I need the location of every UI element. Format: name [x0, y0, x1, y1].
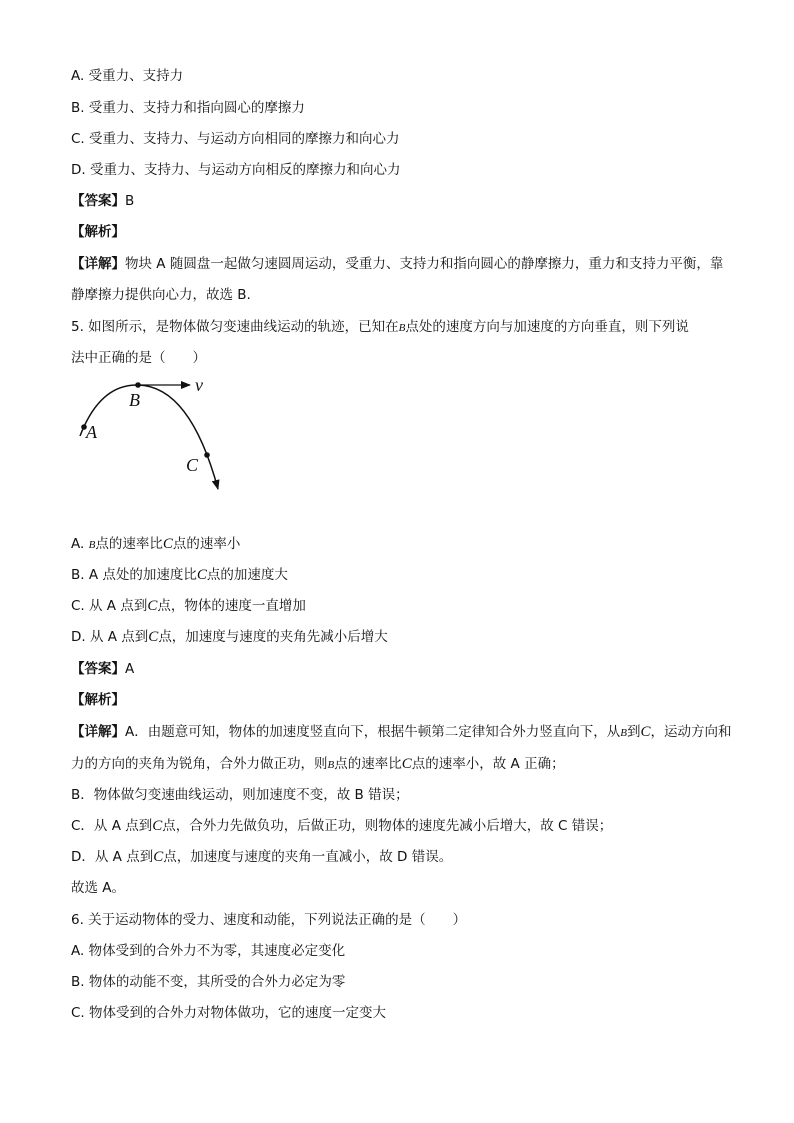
point-c: C — [640, 724, 651, 740]
q5-option-a — [71, 534, 240, 555]
q5-option-d — [71, 627, 388, 647]
q6-option-c: C. 物体受到的合外力对物体做功，它的速度一定变大 — [71, 1005, 387, 1021]
stem-text: 点处的速度方向与加速度的方向垂直，则下列说 — [405, 319, 689, 335]
q6-option-a: A. 物体受到的合外力不为零，其速度必定变化 — [71, 943, 346, 959]
q4-option-b: B. 受重力、支持力和指向圆心的摩擦力 — [71, 100, 305, 116]
option-text: 点，物体的速度一直增加 — [157, 598, 306, 614]
option-text: D. 从 A 点到 — [71, 629, 149, 645]
point-c: C — [162, 536, 173, 552]
q5-conclusion: 故选 A。 — [71, 880, 126, 896]
detail-text: 物块 A 随圆盘一起做匀速圆周运动，受重力、支持力和指向圆心的静摩擦力，重力和支持力平衡，靠静摩擦力提供向心力，故选 B. — [71, 256, 724, 303]
answer-value: B — [125, 193, 135, 209]
q6-stem: 6. 关于运动物体的受力、速度和动能，下列说法正确的是（ ） — [71, 912, 467, 928]
point-c: C — [152, 818, 163, 834]
q5-option-c — [71, 596, 306, 616]
point-c-dot — [204, 452, 210, 458]
detail-tag: 【详解】 — [71, 724, 125, 740]
detail-text: 点的速率小，故 A 正确； — [411, 756, 565, 772]
q4-option-d: D. 受重力、支持力、与运动方向相反的摩擦力和向心力 — [71, 162, 401, 178]
stem-text: 5. 如图所示，是物体做匀变速曲线运动的轨迹，已知在 — [71, 319, 399, 335]
option-letter: A. — [71, 536, 85, 552]
answer-tag: 【答案】 — [71, 661, 125, 677]
q5-option-b — [71, 565, 288, 585]
point-b-dot — [135, 382, 141, 388]
q4-option-c: C. 受重力、支持力、与运动方向相同的摩擦力和向心力 — [71, 131, 400, 147]
q4-option-a: A. 受重力、支持力 — [71, 68, 184, 84]
label-a: A — [86, 422, 97, 442]
point-c: C — [401, 756, 412, 772]
q4-analysis-tag: 【解析】 — [71, 224, 125, 240]
q4-detail — [71, 249, 733, 311]
point-c: C — [147, 598, 158, 614]
detail-text: 到 — [626, 724, 641, 740]
stem-point-b: B — [398, 322, 406, 334]
point-b: B — [88, 539, 96, 551]
q5-stem-line-1 — [71, 317, 689, 338]
point-b: B — [327, 759, 335, 771]
detail-text: C．从 A 点到 — [71, 818, 153, 834]
label-v: v — [195, 375, 203, 395]
option-text: 点的加速度大 — [206, 567, 288, 583]
q5-analysis-tag: 【解析】 — [71, 692, 125, 708]
point-c: C — [153, 849, 164, 865]
label-c: C — [186, 455, 199, 475]
trajectory-figure — [70, 372, 240, 502]
detail-text: D．从 A 点到 — [71, 849, 154, 865]
q5-detail-c — [71, 816, 612, 836]
detail-text: ，运动方向和力的方向的夹角为锐角，合外力做正功，则 — [71, 724, 732, 772]
option-text: C. 从 A 点到 — [71, 598, 148, 614]
detail-text: A．由题意可知，物体的加速度竖直向下，根据牛顿第二定律知合外力竖直向下，从 — [125, 724, 621, 740]
label-b: B — [129, 390, 140, 410]
option-text: 点，加速度与速度的夹角先减小后增大 — [158, 629, 388, 645]
point-c: C — [196, 567, 207, 583]
detail-text: 点，加速度与速度的夹角一直减小，故 D 错误。 — [163, 849, 453, 865]
point-c: C — [148, 629, 159, 645]
point-b: B — [620, 727, 627, 739]
q5-detail-d — [71, 847, 452, 867]
answer-value: A — [125, 661, 135, 677]
option-text: 点的速率小 — [172, 536, 241, 552]
detail-tag: 【详解】 — [71, 256, 125, 272]
q4-answer — [71, 191, 134, 211]
q5-answer — [71, 659, 134, 679]
detail-text: 点，合外力先做负功，后做正功，则物体的速度先减小后增大，故 C 错误； — [162, 818, 613, 834]
option-text: B. A 点处的加速度比 — [71, 567, 197, 583]
detail-text: 点的速率比 — [334, 756, 402, 772]
q5-detail-a — [71, 717, 733, 781]
q6-option-b: B. 物体的动能不变，其所受的合外力必定为零 — [71, 974, 346, 990]
option-text: 点的速率比 — [95, 536, 163, 552]
q5-detail-b: B．物体做匀变速曲线运动，则加速度不变，故 B 错误； — [71, 787, 409, 803]
answer-tag: 【答案】 — [71, 193, 125, 209]
q5-stem-line-2: 法中正确的是（ ） — [71, 350, 206, 366]
